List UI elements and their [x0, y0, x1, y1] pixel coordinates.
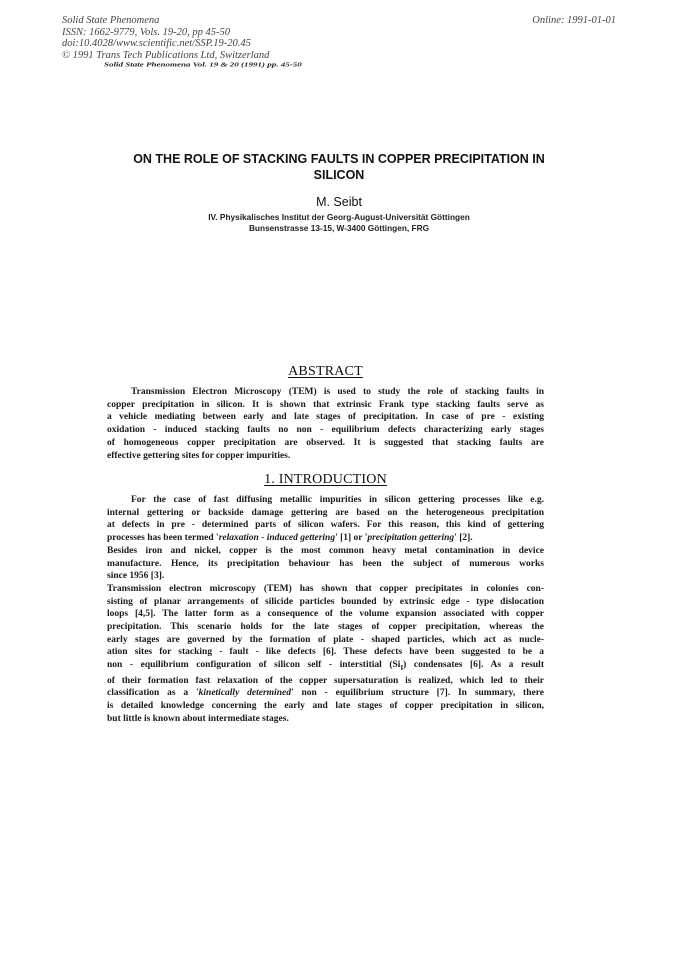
text-segment: processes has been termed ': [107, 533, 219, 544]
abstract-heading: ABSTRACT: [288, 364, 363, 379]
online-date: Online: 1991-01-01: [532, 15, 616, 26]
text-segment: ' non - equilibrium structure [7]. In summary, there: [290, 688, 544, 699]
text-line: copper precipitation in silicon. It is shown that extrinsic Frank type stacking faults serve as: [107, 399, 544, 410]
text-line: Transmission Electron Microscopy (TEM) is used to study the role of stacking faults in: [131, 387, 544, 397]
text-segment: classification as a ': [107, 688, 199, 699]
text-line: [107, 687, 544, 700]
text-segment: ' [1] or ': [335, 533, 368, 544]
journal-reference: Solid State Phenomena Vol. 19 & 20 (1991) pp. 45-50: [104, 61, 302, 68]
text-segment: ' [2].: [454, 533, 473, 544]
text-line: effective gettering sites for copper impurities.: [107, 450, 291, 461]
subscript: I: [400, 664, 404, 673]
affiliation-line: IV. Physikalisches Institut der Georg-August-Universität Göttingen: [208, 212, 470, 222]
text-line: precipitation. This scenario holds for the late stages of copper precipitation, whereas the: [107, 622, 544, 633]
text-line: but little is known about intermediate stages.: [107, 713, 289, 724]
text-segment: ) condensates [6]. As a result: [403, 660, 544, 671]
text-line: oxidation - induced stacking faults no non - equilibrium defects characterizing early stages: [107, 425, 544, 436]
text-line: For the case of fast diffusing metallic impurities in silicon gettering processes like e.g.: [131, 495, 544, 505]
text-line: of homogeneous copper precipitation are observed. It is suggested that stacking faults are: [107, 437, 544, 448]
italic-term: kinetically determined: [198, 688, 291, 699]
italic-term: relaxation - induced gettering: [218, 533, 336, 544]
title-line: ON THE ROLE OF STACKING FAULTS IN COPPER PRECIPITATION IN: [133, 152, 545, 166]
text-line: ation sites for stacking - fault - like defects [6]. These defects have been suggested to be a: [107, 647, 544, 658]
italic-term: precipitation gettering: [367, 533, 455, 544]
introduction-body: [107, 494, 544, 726]
author-name: M. Seibt: [316, 195, 362, 209]
abstract-body: [107, 386, 544, 462]
text-line: a vehicle mediating between early and late stages of precipitation. In case of pre - existing: [107, 412, 544, 423]
text-line: of their formation fast relaxation of the copper supersaturation is realized, which led to their: [107, 675, 544, 686]
text-line: Besides iron and nickel, copper is the most common heavy metal contamination in device: [107, 545, 544, 556]
issn-line: ISSN: 1662-9779, Vols. 19-20, pp 45-50: [62, 26, 230, 38]
introduction-heading: 1. INTRODUCTION: [264, 472, 387, 487]
text-line: internal gettering or backside damage gettering are based on the heterogeneous precipitation: [107, 507, 544, 518]
doi-line: doi:10.4028/www.scientific.net/SSP.19-20.45: [62, 38, 251, 49]
title-line: SILICON: [313, 168, 365, 182]
citation-header: [62, 15, 269, 61]
text-line: since 1956 [3].: [107, 571, 165, 582]
text-line: is detailed knowledge concerning the early and late stages of copper precipitation in silicon,: [107, 701, 544, 712]
affiliation-line: Bunsenstrasse 13-15, W-3400 Göttingen, FRG: [248, 223, 430, 233]
text-line: loops [4,5]. The latter form as a consequence of the volume expansion associated with copper: [107, 609, 544, 620]
text-segment: non - equilibrium configuration of silicon self - interstitial (Si: [107, 660, 401, 671]
paper-title: [90, 151, 588, 183]
text-line: sisting of planar arrangements of silicide particles bounded by extrinsic edge - type dislocation: [107, 596, 544, 607]
journal-name: Solid State Phenomena: [62, 15, 160, 26]
copyright-line: © 1991 Trans Tech Publications Ltd, Switzerland: [62, 49, 270, 61]
affiliation: [90, 212, 588, 234]
text-line: [107, 659, 544, 675]
text-line: at defects in pre - determined parts of silicon wafers. For this reason, this kind of gettering: [107, 520, 544, 531]
text-line: manufacture. Hence, its precipitation behaviour has been the subject of numerous works: [107, 558, 544, 569]
text-line: [107, 532, 544, 545]
text-line: Transmission electron microscopy (TEM) has shown that copper precipitates in colonies con-: [107, 583, 544, 594]
text-line: early stages are governed by the formation of plate - shaped particles, which act as nucle-: [107, 634, 544, 645]
